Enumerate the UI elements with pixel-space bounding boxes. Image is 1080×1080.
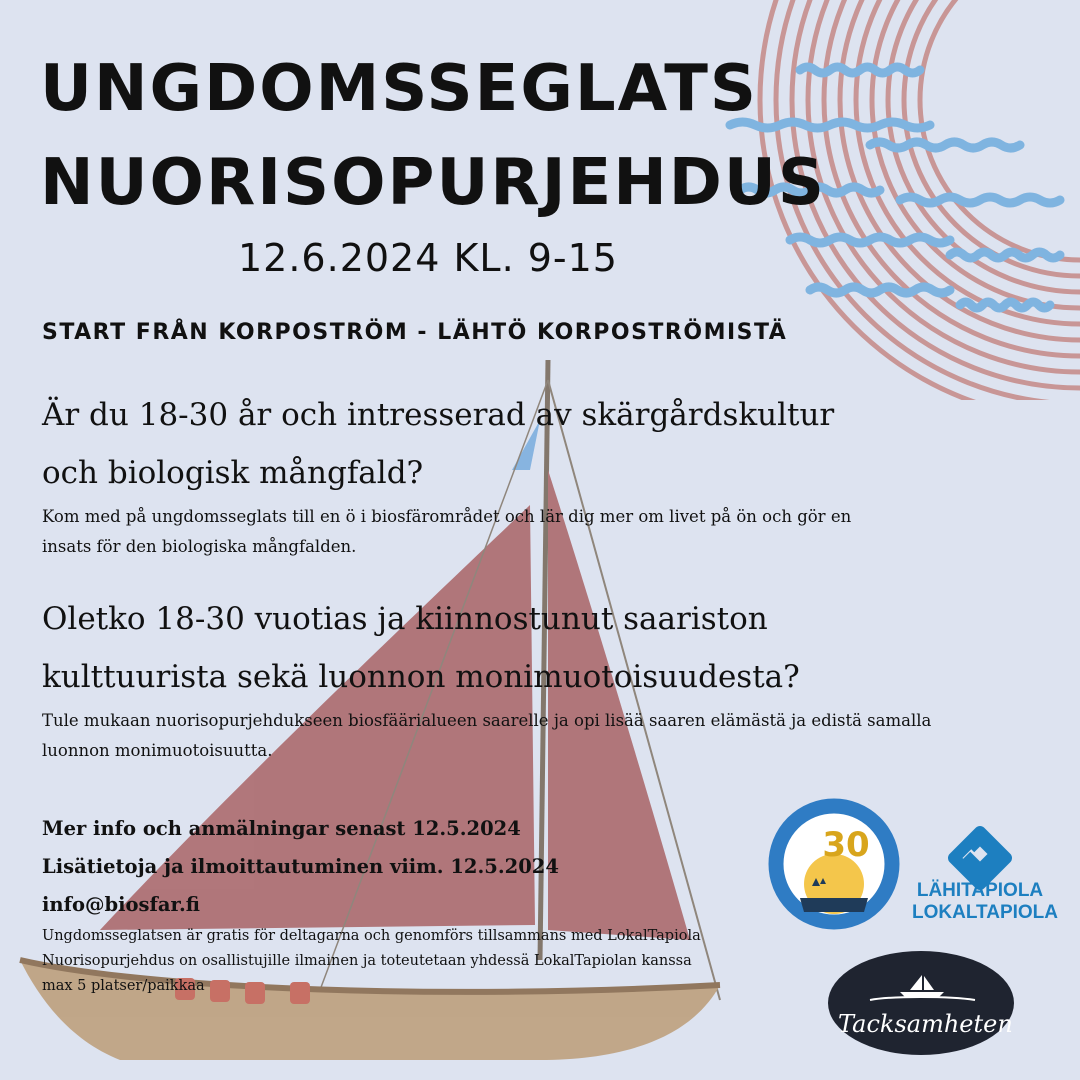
headline-finnish: NUORISOPURJEHDUS <box>40 146 826 220</box>
start-location: START FRÅN KORPOSTRÖM - LÄHTÖ KORPOSTRÖMISTÄ <box>42 320 788 345</box>
wave-line <box>730 122 930 128</box>
lahitapiola-logo-mark <box>954 832 1006 884</box>
biosphere-anniversary-number: 30 <box>822 825 870 865</box>
wave-line <box>800 67 920 73</box>
swedish-body: Kom med på ungdomsseglats till en ö i biosfärområdet och lär dig mer om livet på ön och gör en insats för den biologiska mångfalden. <box>42 507 852 556</box>
finnish-section <box>42 590 942 766</box>
lahitapiola-wordmark <box>912 880 1058 924</box>
info-line-swedish: Mer info och anmälningar senast 12.5.2024 <box>42 817 521 840</box>
info-section <box>42 810 802 999</box>
capacity: max 5 platser/paikkaa <box>42 978 205 994</box>
tacksamheten-wordmark: Tacksamheten <box>838 1010 1013 1038</box>
wave-line <box>960 302 1050 308</box>
tacksamheten-logo <box>828 951 1014 1055</box>
wave-line <box>790 237 950 243</box>
note-finnish: Nuorisopurjehdus on osallistujille ilmainen ja toteutetaan yhdessä LokalTapiolan kanssa <box>42 953 692 969</box>
lahitapiola-line1: LÄHITAPIOLA <box>916 880 1044 901</box>
note-swedish: Ungdomsseglatsen är gratis för deltagarna och genomförs tillsammans med LokalTapiola <box>42 928 701 944</box>
finnish-question: Oletko 18-30 vuotias ja kiinnostunut saariston kulttuurista sekä luonnon monimuotoisuudesta? <box>42 601 800 695</box>
headline-swedish: UNGDOMSSEGLATS <box>40 52 758 126</box>
info-line-finnish: Lisätietoja ja ilmoittautuminen viim. 12.5.2024 <box>42 855 559 878</box>
event-datetime: 12.6.2024 KL. 9-15 <box>238 236 618 280</box>
sun-arc <box>920 0 1080 260</box>
wave-line <box>810 287 950 293</box>
swedish-question: Är du 18-30 år och intresserad av skärgårdskultur och biologisk mångfald? <box>42 397 835 491</box>
wave-line <box>950 252 1060 258</box>
contact-email[interactable]: info@biosfar.fi <box>42 893 200 916</box>
finnish-body: Tule mukaan nuorisopurjehdukseen biosfäärialueen saarelle ja opi lisää saaren elämästä ja edistä samalla luonnon monimuotoisuutta. <box>42 711 932 760</box>
swedish-section <box>42 386 892 562</box>
wave-line <box>870 142 1020 148</box>
lahitapiola-line2: LOKALTAPIOLA <box>912 902 1058 923</box>
wave-line <box>900 197 1060 203</box>
